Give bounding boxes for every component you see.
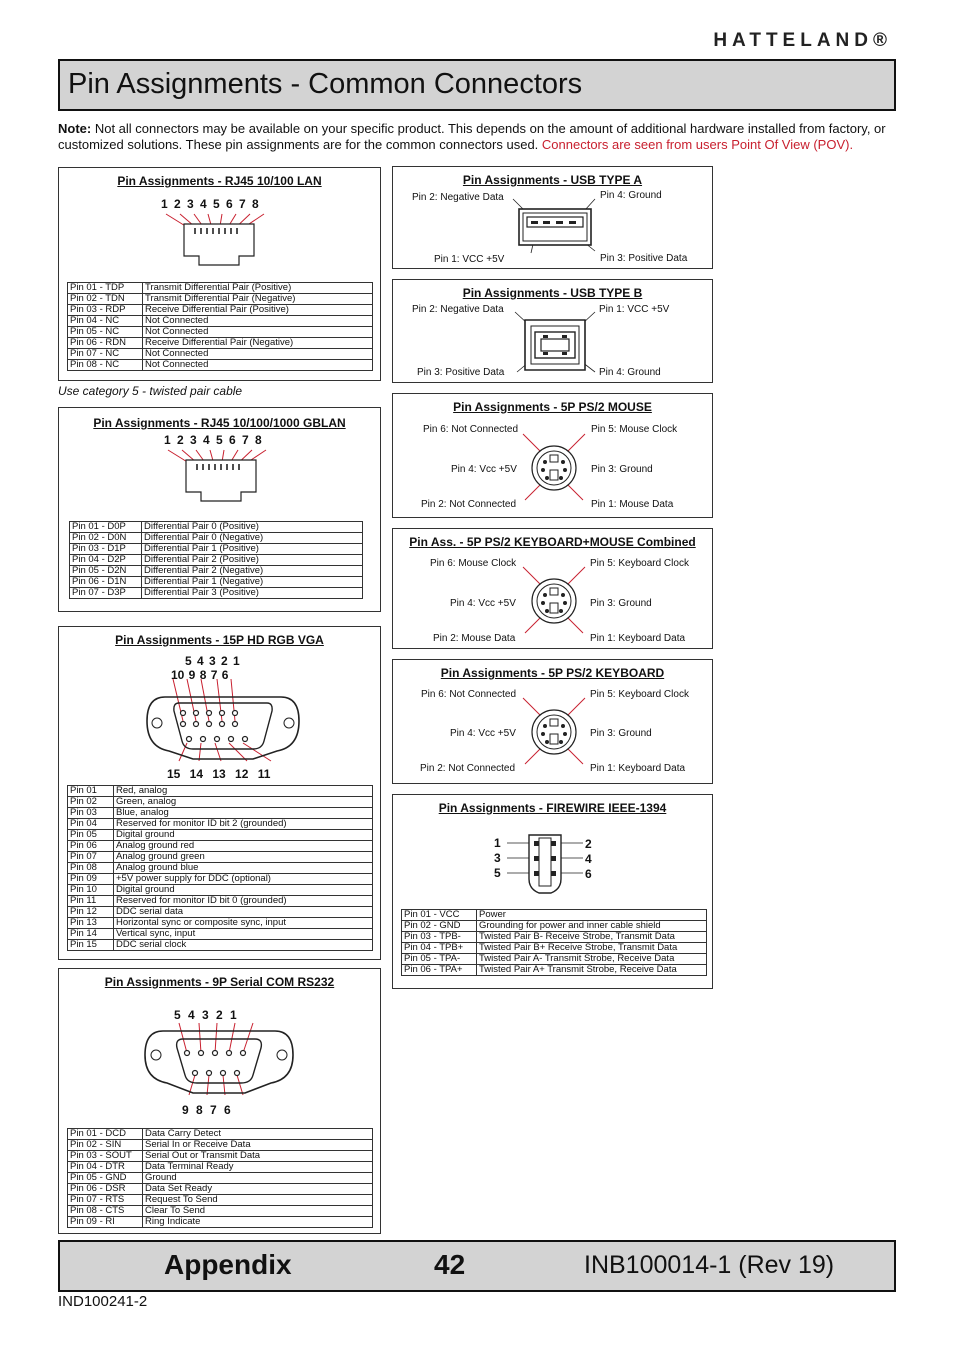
pin-row xyxy=(68,940,373,951)
pin-row xyxy=(68,1151,373,1162)
pin-id-cell: Pin 02 - SIN xyxy=(68,1140,143,1151)
pin-row xyxy=(70,588,363,599)
ps2-combined-pin4-label: Pin 4: Vcc +5V xyxy=(450,598,516,609)
pin-desc-cell: Not Connected xyxy=(143,327,373,338)
pin-desc-cell: Twisted Pair B- Receive Strobe, Transmit Data xyxy=(477,932,707,943)
ps2-mouse-connector-icon xyxy=(519,432,589,502)
pin-id-cell: Pin 08 - NC xyxy=(68,360,143,371)
pin-id-cell: Pin 01 - TDP xyxy=(68,283,143,294)
pin-id-cell: Pin 11 xyxy=(68,896,114,907)
pin-desc-cell: Reserved for monitor ID bit 2 (grounded) xyxy=(114,819,373,830)
pin-row xyxy=(68,1206,373,1217)
pin-id-cell: Pin 09 - RI xyxy=(68,1217,143,1228)
pin-row xyxy=(68,852,373,863)
vga-connector-icon xyxy=(143,677,303,763)
pin-desc-cell: Ring Indicate xyxy=(143,1217,373,1228)
ps2-combined-pin5-label: Pin 5: Keyboard Clock xyxy=(590,558,689,569)
pin-id-cell: Pin 02 - GND xyxy=(402,921,477,932)
usb-b-pin2-label: Pin 2: Negative Data xyxy=(412,304,504,315)
com-bottom-numbers: 9 8 7 6 xyxy=(182,1103,231,1117)
pin-row xyxy=(68,1129,373,1140)
pin-desc-cell: Differential Pair 0 (Negative) xyxy=(142,533,363,544)
usb-b-pin3-label: Pin 3: Positive Data xyxy=(417,367,505,378)
pin-row xyxy=(70,566,363,577)
pin-row xyxy=(70,533,363,544)
pin-row xyxy=(402,921,707,932)
rj45-lan-connector-icon xyxy=(159,210,279,270)
pin-desc-cell: Transmit Differential Pair (Negative) xyxy=(143,294,373,305)
pin-id-cell: Pin 03 - TPB- xyxy=(402,932,477,943)
ps2-keyboard-pin1-label: Pin 1: Keyboard Data xyxy=(590,763,686,774)
pin-row xyxy=(68,294,373,305)
pin-id-cell: Pin 07 - D3P xyxy=(70,588,142,599)
pin-row xyxy=(68,808,373,819)
vga-title: Pin Assignments - 15P HD RGB VGA xyxy=(115,633,324,647)
vga-mid-numbers: 10 9 8 7 6 xyxy=(171,668,229,682)
pin-desc-cell: +5V power supply for DDC (optional) xyxy=(114,874,373,885)
pin-id-cell: Pin 06 - DSR xyxy=(68,1184,143,1195)
rj45-lan-pin-table xyxy=(67,282,373,371)
pin-row xyxy=(68,1184,373,1195)
pin-id-cell: Pin 02 - TDN xyxy=(68,294,143,305)
pin-row xyxy=(68,874,373,885)
rj45-gblan-panel xyxy=(58,407,381,612)
pin-desc-cell: Differential Pair 2 (Negative) xyxy=(142,566,363,577)
pin-row xyxy=(70,522,363,533)
ps2-mouse-pin4-label: Pin 4: Vcc +5V xyxy=(451,464,517,475)
pin-row xyxy=(70,544,363,555)
pin-desc-cell: Differential Pair 2 (Positive) xyxy=(142,555,363,566)
title-banner xyxy=(58,59,896,111)
pin-desc-cell: Not Connected xyxy=(143,349,373,360)
pin-id-cell: Pin 12 xyxy=(68,907,114,918)
pin-desc-cell: Analog ground green xyxy=(114,852,373,863)
vga-pin-table xyxy=(67,785,373,951)
pin-row xyxy=(68,305,373,316)
pin-row xyxy=(68,349,373,360)
pin-id-cell: Pin 04 xyxy=(68,819,114,830)
pin-desc-cell: Data Terminal Ready xyxy=(143,1162,373,1173)
pin-row xyxy=(68,1140,373,1151)
pin-desc-cell: Differential Pair 1 (Positive) xyxy=(142,544,363,555)
pin-row xyxy=(68,338,373,349)
pin-desc-cell: Horizontal sync or composite sync, input xyxy=(114,918,373,929)
pin-desc-cell: DDC serial data xyxy=(114,907,373,918)
ps2-mouse-pin3-label: Pin 3: Ground xyxy=(591,464,653,475)
pin-desc-cell: Digital ground xyxy=(114,885,373,896)
rj45-gblan-pin-table xyxy=(69,521,363,599)
pin-id-cell: Pin 04 - D2P xyxy=(70,555,142,566)
ps2-mouse-pin6-label: Pin 6: Not Connected xyxy=(423,424,519,435)
firewire-pin6-number: 6 xyxy=(585,867,592,881)
pin-row xyxy=(68,283,373,294)
ps2-keyboard-panel xyxy=(392,659,713,784)
pin-row xyxy=(68,1217,373,1228)
pin-id-cell: Pin 07 xyxy=(68,852,114,863)
pin-desc-cell: Digital ground xyxy=(114,830,373,841)
pin-desc-cell: Request To Send xyxy=(143,1195,373,1206)
pin-desc-cell: Receive Differential Pair (Negative) xyxy=(143,338,373,349)
usb-a-pin3-label: Pin 3: Positive Data xyxy=(600,253,688,264)
rj45-gblan-connector-icon xyxy=(161,446,281,506)
ps2-mouse-pin2-label: Pin 2: Not Connected xyxy=(421,499,517,510)
pin-desc-cell: Red, analog xyxy=(114,786,373,797)
pin-id-cell: Pin 01 xyxy=(68,786,114,797)
pin-desc-cell: Analog ground blue xyxy=(114,863,373,874)
pin-row xyxy=(68,918,373,929)
pin-row xyxy=(68,786,373,797)
pin-id-cell: Pin 10 xyxy=(68,885,114,896)
ps2-keyboard-pin4-label: Pin 4: Vcc +5V xyxy=(450,728,516,739)
footer-section: Appendix xyxy=(164,1249,292,1280)
ps2-mouse-pin5-label: Pin 5: Mouse Clock xyxy=(591,424,678,435)
note-label: Note: xyxy=(58,121,92,136)
pin-row xyxy=(68,327,373,338)
ps2-keyboard-pin2-label: Pin 2: Not Connected xyxy=(420,763,516,774)
usb-a-connector-icon xyxy=(503,187,603,259)
pin-row xyxy=(68,885,373,896)
pin-desc-cell: Analog ground red xyxy=(114,841,373,852)
firewire-title: Pin Assignments - FIREWIRE IEEE-1394 xyxy=(438,801,667,815)
ind-number: IND100241-2 xyxy=(58,1293,148,1310)
ps2-keyboard-pin5-label: Pin 5: Keyboard Clock xyxy=(590,689,689,700)
usb-a-title: Pin Assignments - USB TYPE A xyxy=(462,173,643,187)
com-panel xyxy=(58,968,381,1234)
footer-bar xyxy=(58,1240,896,1292)
pin-id-cell: Pin 14 xyxy=(68,929,114,940)
pin-id-cell: Pin 03 xyxy=(68,808,114,819)
ps2-combined-pin6-label: Pin 6: Mouse Clock xyxy=(430,558,517,569)
com-pin-table xyxy=(67,1128,373,1228)
usb-b-title: Pin Assignments - USB TYPE B xyxy=(462,286,643,300)
pin-row xyxy=(68,1195,373,1206)
ps2-combined-pin3-label: Pin 3: Ground xyxy=(590,598,652,609)
usb-a-panel xyxy=(392,166,713,269)
ps2-mouse-title: Pin Assignments - 5P PS/2 MOUSE xyxy=(453,400,652,414)
firewire-pin4-number: 4 xyxy=(585,852,592,866)
ps2-combined-panel xyxy=(392,528,713,649)
pin-desc-cell: Clear To Send xyxy=(143,1206,373,1217)
firewire-pin3-number: 3 xyxy=(494,851,501,865)
pin-id-cell: Pin 04 - NC xyxy=(68,316,143,327)
pin-id-cell: Pin 01 - DCD xyxy=(68,1129,143,1140)
pin-id-cell: Pin 01 - VCC xyxy=(402,910,477,921)
pin-desc-cell: DDC serial clock xyxy=(114,940,373,951)
ps2-combined-title: Pin Ass. - 5P PS/2 KEYBOARD+MOUSE Combined xyxy=(409,535,696,549)
pin-id-cell: Pin 08 xyxy=(68,863,114,874)
pin-id-cell: Pin 02 xyxy=(68,797,114,808)
pin-desc-cell: Grounding for power and inner cable shield xyxy=(477,921,707,932)
pin-desc-cell: Not Connected xyxy=(143,316,373,327)
pin-id-cell: Pin 06 - D1N xyxy=(70,577,142,588)
pin-row xyxy=(402,932,707,943)
pin-id-cell: Pin 08 - CTS xyxy=(68,1206,143,1217)
usb-b-pin1-label: Pin 1: VCC +5V xyxy=(599,304,670,315)
pin-desc-cell: Not Connected xyxy=(143,360,373,371)
page-number: 42 xyxy=(434,1249,466,1280)
pin-row xyxy=(68,863,373,874)
rj45-lan-panel xyxy=(58,167,381,381)
pin-id-cell: Pin 03 - RDP xyxy=(68,305,143,316)
firewire-pin2-number: 2 xyxy=(585,837,592,851)
pin-desc-cell: Differential Pair 0 (Positive) xyxy=(142,522,363,533)
pin-row xyxy=(68,896,373,907)
vga-panel xyxy=(58,626,381,960)
ps2-combined-pin1-label: Pin 1: Keyboard Data xyxy=(590,633,686,644)
pin-desc-cell: Receive Differential Pair (Positive) xyxy=(143,305,373,316)
pin-row xyxy=(68,841,373,852)
usb-b-pin4-label: Pin 4: Ground xyxy=(599,367,661,378)
firewire-connector-icon xyxy=(503,833,589,897)
pin-id-cell: Pin 05 xyxy=(68,830,114,841)
usb-a-pin4-label: Pin 4: Ground xyxy=(600,190,662,201)
usb-b-panel xyxy=(392,279,713,383)
pin-id-cell: Pin 07 - NC xyxy=(68,349,143,360)
firewire-pin1-number: 1 xyxy=(494,836,501,850)
pin-desc-cell: Ground xyxy=(143,1173,373,1184)
note-text: Not all connectors may be available on your specific product. This depends on the amount of additional hardware installed from factory, or customized solutions. These pin assignments are for the common connectors used. xyxy=(58,121,886,152)
rj45-gblan-title: Pin Assignments - RJ45 10/100/1000 GBLAN xyxy=(93,416,346,430)
pin-desc-cell: Power xyxy=(477,910,707,921)
pin-id-cell: Pin 15 xyxy=(68,940,114,951)
ps2-keyboard-title: Pin Assignments - 5P PS/2 KEYBOARD xyxy=(440,666,665,680)
com-connector-icon xyxy=(141,1021,297,1097)
pin-id-cell: Pin 06 - RDN xyxy=(68,338,143,349)
pin-desc-cell: Differential Pair 1 (Negative) xyxy=(142,577,363,588)
pin-row xyxy=(68,316,373,327)
pin-row xyxy=(68,360,373,371)
com-top-numbers: 5 4 3 2 1 xyxy=(174,1008,237,1022)
pin-id-cell: Pin 13 xyxy=(68,918,114,929)
pin-id-cell: Pin 05 - GND xyxy=(68,1173,143,1184)
pin-row xyxy=(68,907,373,918)
vga-top-numbers: 5 4 3 2 1 xyxy=(185,654,240,668)
ps2-combined-pin2-label: Pin 2: Mouse Data xyxy=(433,633,516,644)
pin-id-cell: Pin 04 - DTR xyxy=(68,1162,143,1173)
pin-id-cell: Pin 09 xyxy=(68,874,114,885)
pin-desc-cell: Transmit Differential Pair (Positive) xyxy=(143,283,373,294)
pin-id-cell: Pin 03 - D1P xyxy=(70,544,142,555)
firewire-pin-table xyxy=(401,909,707,976)
pin-row xyxy=(68,797,373,808)
usb-a-pin2-label: Pin 2: Negative Data xyxy=(412,192,504,203)
pin-id-cell: Pin 06 - TPA+ xyxy=(402,965,477,976)
pin-id-cell: Pin 05 - D2N xyxy=(70,566,142,577)
pin-id-cell: Pin 03 - SOUT xyxy=(68,1151,143,1162)
pin-desc-cell: Differential Pair 3 (Positive) xyxy=(142,588,363,599)
vga-bottom-numbers: 15 14 13 12 11 xyxy=(167,767,271,781)
ps2-keyboard-pin6-label: Pin 6: Not Connected xyxy=(421,689,517,700)
pin-desc-cell: Twisted Pair B+ Receive Strobe, Transmit Data xyxy=(477,943,707,954)
pin-row xyxy=(402,954,707,965)
com-title: Pin Assignments - 9P Serial COM RS232 xyxy=(104,975,335,989)
ps2-mouse-pin1-label: Pin 1: Mouse Data xyxy=(591,499,674,510)
note-paragraph xyxy=(58,121,898,153)
pin-row xyxy=(70,577,363,588)
note-highlight: Connectors are seen from users Point Of View (POV). xyxy=(541,137,854,152)
rj45-lan-title: Pin Assignments - RJ45 10/100 LAN xyxy=(117,174,322,188)
pin-id-cell: Pin 07 - RTS xyxy=(68,1195,143,1206)
rj45-lan-caption: Use category 5 - twisted pair cable xyxy=(58,384,243,398)
ps2-keyboard-pin3-label: Pin 3: Ground xyxy=(590,728,652,739)
pin-row xyxy=(70,555,363,566)
pin-row xyxy=(68,830,373,841)
pin-id-cell: Pin 06 xyxy=(68,841,114,852)
pin-desc-cell: Blue, analog xyxy=(114,808,373,819)
pin-desc-cell: Serial Out or Transmit Data xyxy=(143,1151,373,1162)
usb-b-connector-icon xyxy=(503,302,603,378)
pin-row xyxy=(402,910,707,921)
pin-id-cell: Pin 01 - D0P xyxy=(70,522,142,533)
ps2-combined-connector-icon xyxy=(519,565,589,635)
pin-row xyxy=(68,1162,373,1173)
pin-desc-cell: Serial In or Receive Data xyxy=(143,1140,373,1151)
pin-id-cell: Pin 05 - NC xyxy=(68,327,143,338)
pin-id-cell: Pin 05 - TPA- xyxy=(402,954,477,965)
pin-row xyxy=(402,965,707,976)
document-number: INB100014-1 (Rev 19) xyxy=(584,1251,835,1279)
pin-id-cell: Pin 04 - TPB+ xyxy=(402,943,477,954)
pin-desc-cell: Vertical sync, input xyxy=(114,929,373,940)
pin-desc-cell: Twisted Pair A+ Transmit Strobe, Receive Data xyxy=(477,965,707,976)
pin-row xyxy=(402,943,707,954)
firewire-pin5-number: 5 xyxy=(494,866,501,880)
hatteland-logo: HATTELAND® xyxy=(713,30,892,51)
pin-row xyxy=(68,1173,373,1184)
pin-desc-cell: Green, analog xyxy=(114,797,373,808)
pin-desc-cell: Data Set Ready xyxy=(143,1184,373,1195)
rj45-lan-pin-numbers: 1 2 3 4 5 6 7 8 xyxy=(161,197,260,211)
pin-desc-cell: Data Carry Detect xyxy=(143,1129,373,1140)
page-title: Pin Assignments - Common Connectors xyxy=(68,68,583,100)
pin-desc-cell: Reserved for monitor ID bit 0 (grounded) xyxy=(114,896,373,907)
rj45-gblan-pin-numbers: 1 2 3 4 5 6 7 8 xyxy=(164,433,263,447)
pin-id-cell: Pin 02 - D0N xyxy=(70,533,142,544)
firewire-panel xyxy=(392,794,713,989)
pin-row xyxy=(68,929,373,940)
pin-row xyxy=(68,819,373,830)
ps2-mouse-panel xyxy=(392,393,713,518)
pin-desc-cell: Twisted Pair A- Transmit Strobe, Receive Data xyxy=(477,954,707,965)
usb-a-pin1-label: Pin 1: VCC +5V xyxy=(434,254,505,265)
ps2-keyboard-connector-icon xyxy=(519,696,589,766)
